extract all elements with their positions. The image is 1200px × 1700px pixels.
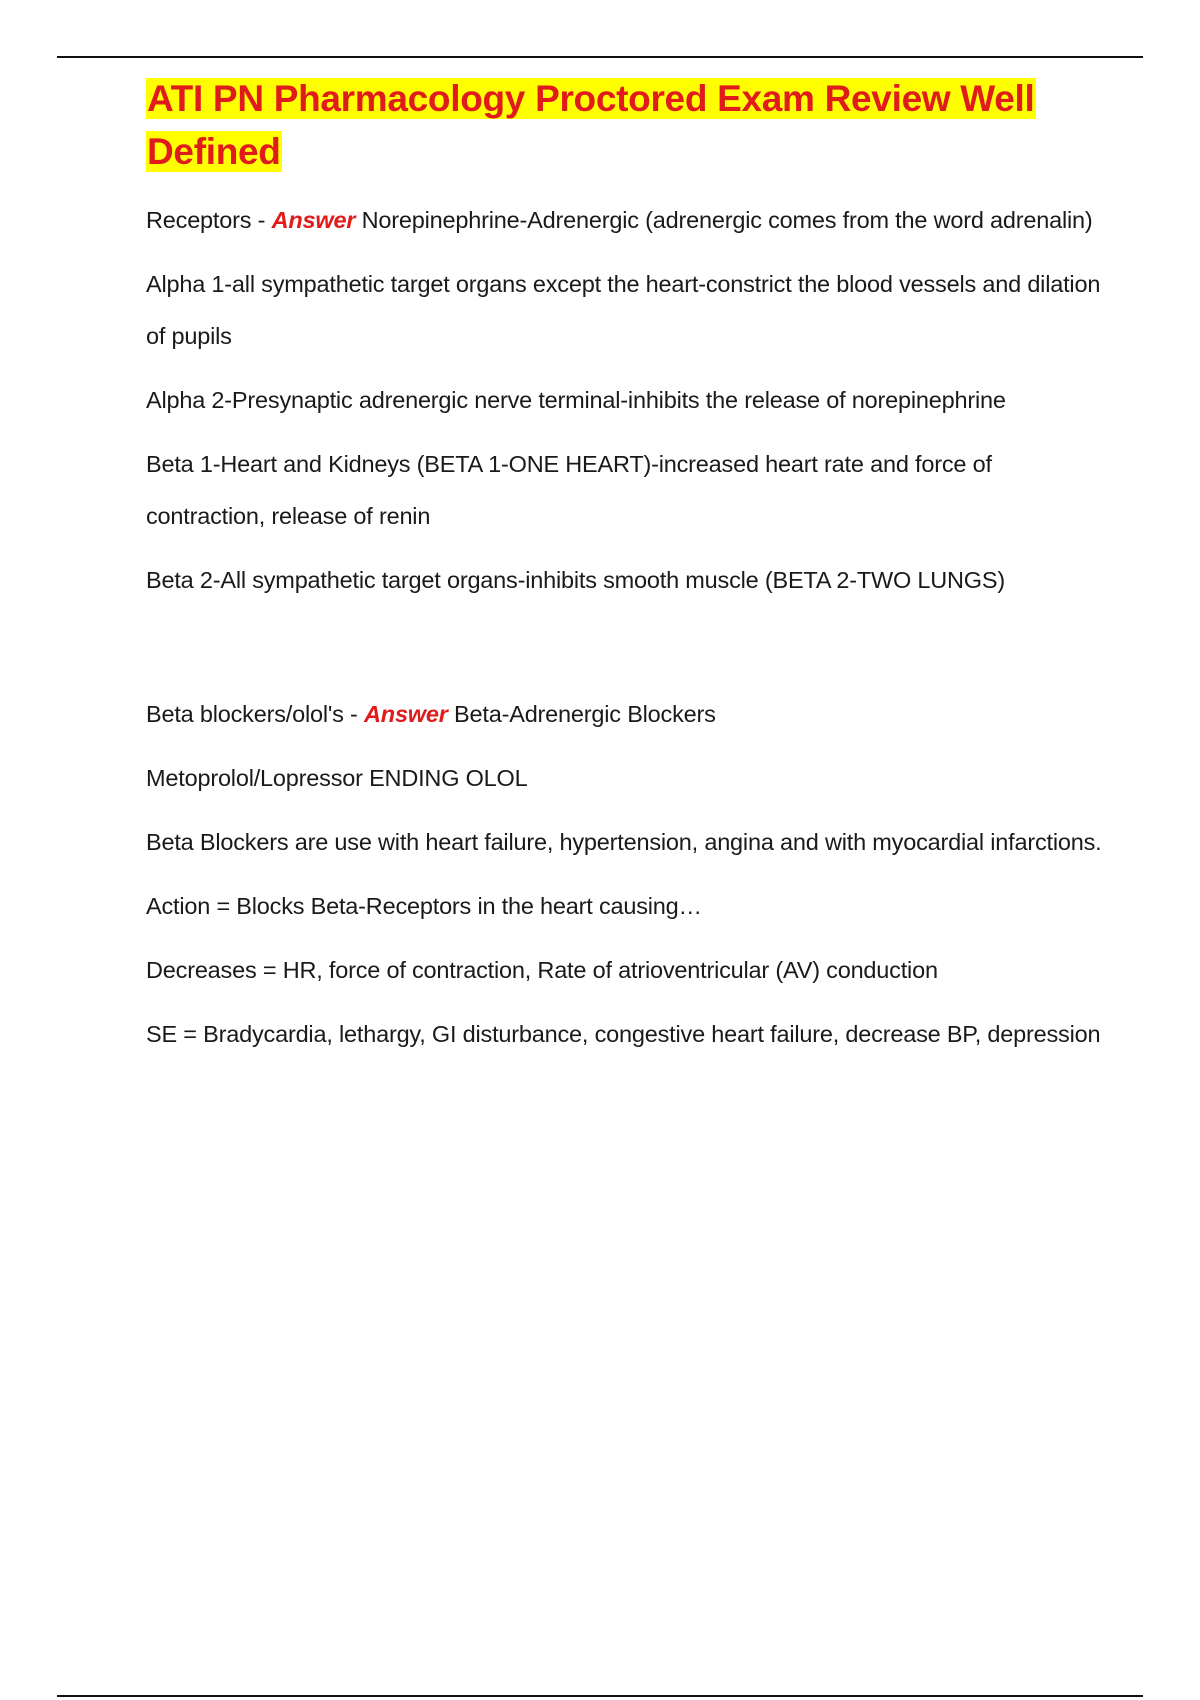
receptors-answer-text: Norepinephrine-Adrenergic (adrenergic comes from the word adrenalin) xyxy=(355,207,1093,233)
beta-2-paragraph: Beta 2-All sympathetic target organs-inhibits smooth muscle (BETA 2-TWO LUNGS) xyxy=(146,567,1005,593)
top-rule xyxy=(57,56,1143,58)
receptors-answer-paragraph xyxy=(146,194,1106,246)
bottom-rule xyxy=(57,1695,1143,1697)
alpha-1-paragraph: Alpha 1-all sympathetic target organs except the heart-constrict the blood vessels and dilation of pupils xyxy=(146,271,1101,349)
beta-blockers-question: Beta blockers/olol's - xyxy=(146,701,365,727)
alpha-2-paragraph: Alpha 2-Presynaptic adrenergic nerve terminal-inhibits the release of norepinephrine xyxy=(146,387,1006,413)
beta-blockers-answer-label: Answer xyxy=(364,701,448,727)
metoprolol-paragraph: Metoprolol/Lopressor ENDING OLOL xyxy=(146,765,528,791)
beta-blockers-answer-text: Beta-Adrenergic Blockers xyxy=(447,701,716,727)
receptors-question: Receptors - xyxy=(146,207,272,233)
receptors-answer-label: Answer xyxy=(271,207,356,233)
beta-blocker-uses-paragraph: Beta Blockers are use with heart failure, hypertension, angina and with myocardial infarctions. xyxy=(146,829,1102,855)
decreases-paragraph: Decreases = HR, force of contraction, Rate of atrioventricular (AV) conduction xyxy=(146,957,938,983)
title-highlight: ATI PN Pharmacology Proctored Exam Review Well Defined xyxy=(147,78,1035,172)
beta-1-paragraph: Beta 1-Heart and Kidneys (BETA 1-ONE HEART)-increased heart rate and force of contraction, release of renin xyxy=(146,451,992,529)
document-title xyxy=(146,72,1106,178)
document-body xyxy=(146,72,1106,1060)
side-effects-paragraph: SE = Bradycardia, lethargy, GI disturbance, congestive heart failure, decrease BP, depression xyxy=(146,1021,1101,1047)
beta-blockers-answer-paragraph xyxy=(146,688,1106,740)
action-paragraph: Action = Blocks Beta-Receptors in the heart causing… xyxy=(146,893,702,919)
